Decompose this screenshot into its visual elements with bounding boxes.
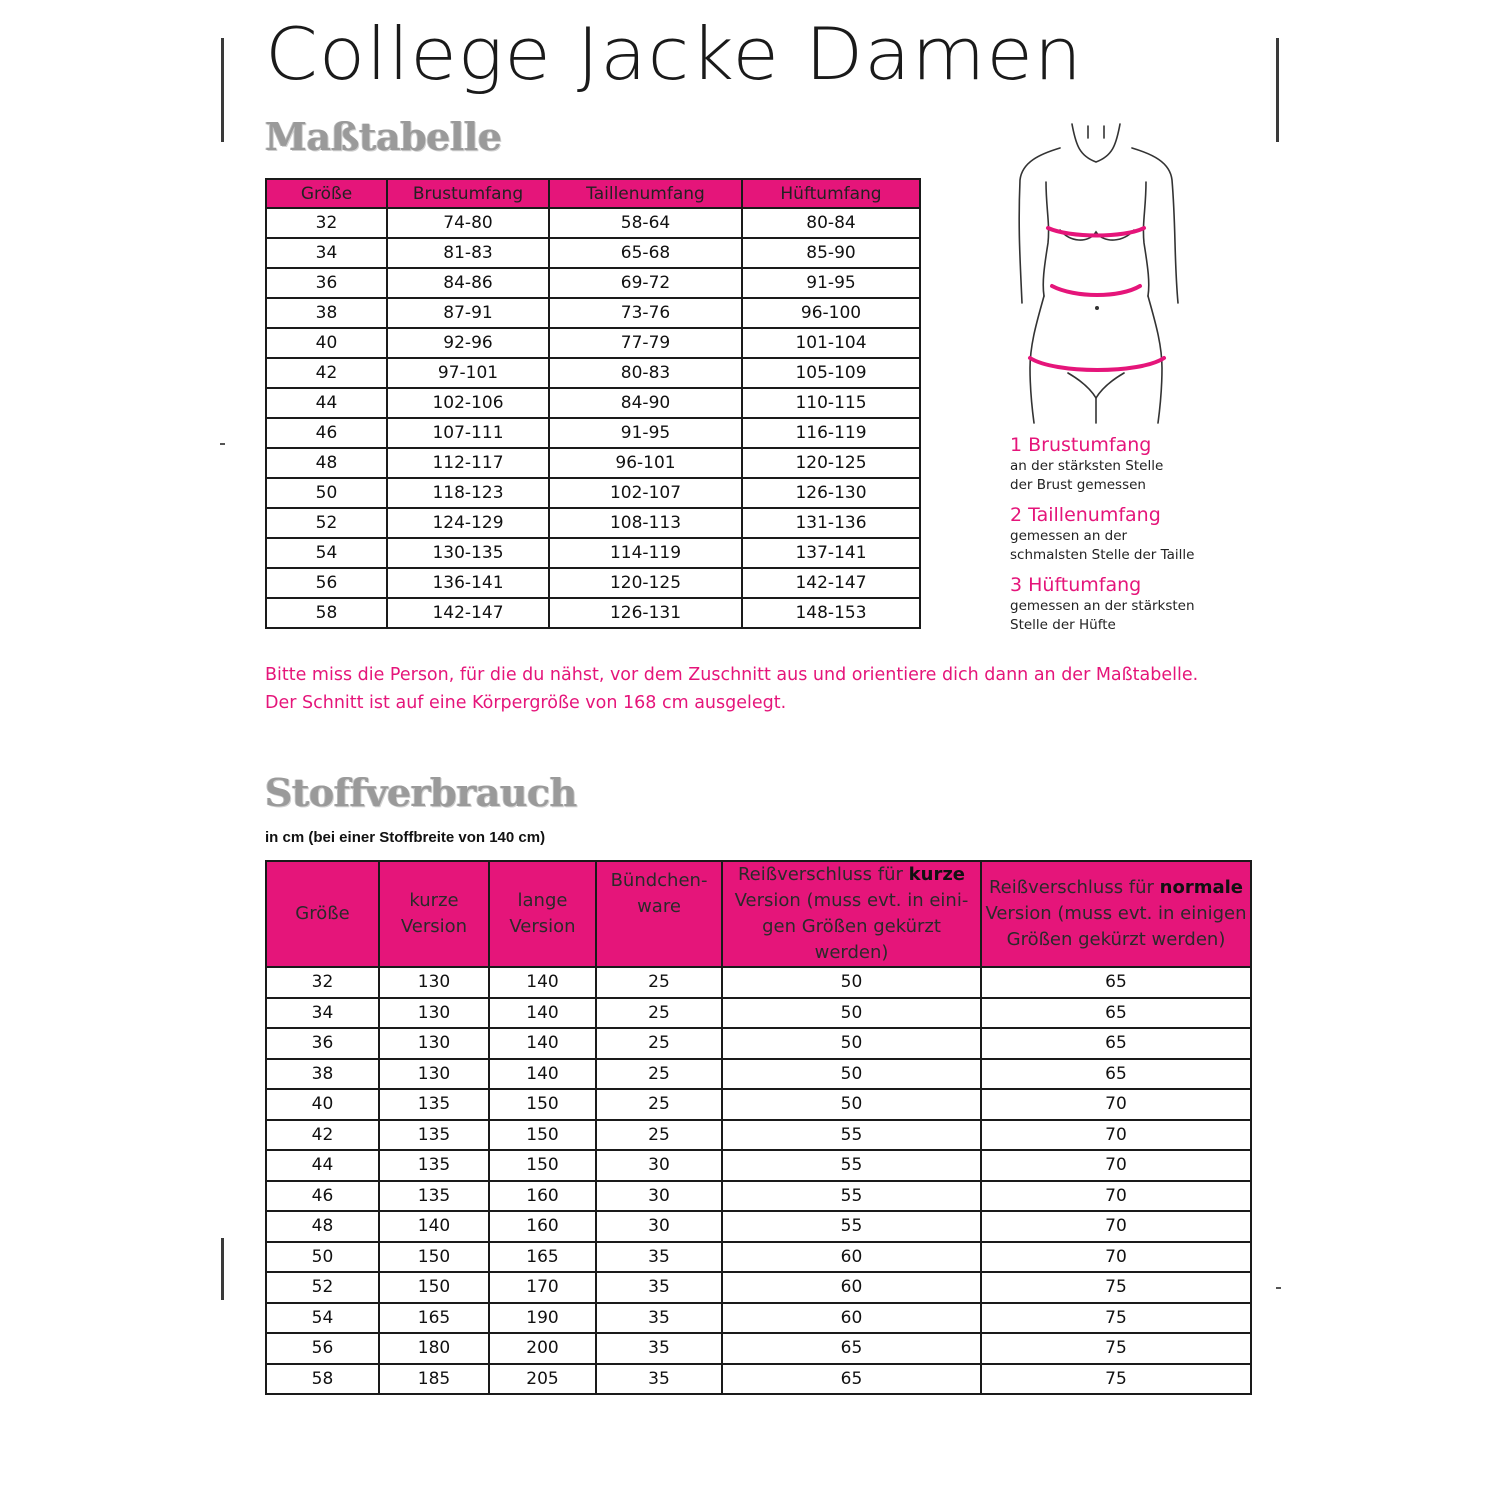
waist-line [1052, 286, 1140, 295]
table-cell: 50 [266, 1242, 379, 1273]
table-cell: 58 [266, 598, 387, 628]
table-cell: 101-104 [742, 328, 920, 358]
table-cell: 50 [722, 1059, 981, 1090]
table-cell: 150 [489, 1150, 596, 1181]
table-row [266, 1089, 1251, 1120]
table-cell: 142-147 [742, 568, 920, 598]
table-row [266, 328, 920, 358]
table-cell: 130 [379, 1059, 489, 1090]
column-header-zipper-short [722, 861, 981, 967]
table-cell: 70 [981, 1089, 1251, 1120]
table-cell: 150 [489, 1120, 596, 1151]
table-cell: 40 [266, 328, 387, 358]
table-row [266, 1303, 1251, 1334]
left-edge-mark-top [221, 38, 224, 142]
table-cell: 48 [266, 448, 387, 478]
table-cell: 160 [489, 1211, 596, 1242]
header-text: Version (muss evt. in eini- [734, 890, 969, 911]
table-cell: 48 [266, 1211, 379, 1242]
table-cell: 131-136 [742, 508, 920, 538]
masstabelle-heading: Maßtabelle [265, 114, 502, 159]
legend-waist-title: 2 Taillenumfang [1010, 504, 1161, 526]
left-edge-tick [220, 443, 225, 445]
table-cell: 135 [379, 1120, 489, 1151]
table-cell: 70 [981, 1150, 1251, 1181]
table-cell: 30 [596, 1181, 722, 1212]
column-header-waist: Taillenumfang [549, 179, 742, 208]
table-cell: 52 [266, 508, 387, 538]
table-cell: 200 [489, 1333, 596, 1364]
table-cell: 84-86 [387, 268, 549, 298]
table-row [266, 238, 920, 268]
table-cell: 55 [722, 1181, 981, 1212]
hip-line [1030, 358, 1164, 370]
table-row [266, 358, 920, 388]
table-cell: 205 [489, 1364, 596, 1395]
table-cell: 160 [489, 1181, 596, 1212]
column-header-size: Größe [266, 179, 387, 208]
table-cell: 110-115 [742, 388, 920, 418]
table-cell: 70 [981, 1242, 1251, 1273]
column-header-cuff-fabric [596, 861, 722, 967]
table-cell: 65 [981, 1028, 1251, 1059]
table-cell: 55 [722, 1120, 981, 1151]
table-row [266, 508, 920, 538]
header-text: ware [637, 896, 681, 917]
table-cell: 108-113 [549, 508, 742, 538]
table-row [266, 1059, 1251, 1090]
table-cell: 38 [266, 1059, 379, 1090]
table-cell: 96-101 [549, 448, 742, 478]
table-row [266, 1028, 1251, 1059]
table-cell: 50 [722, 998, 981, 1029]
table-cell: 112-117 [387, 448, 549, 478]
table-cell: 25 [596, 967, 722, 998]
table-row [266, 268, 920, 298]
table-row [266, 1120, 1251, 1151]
table-cell: 56 [266, 1333, 379, 1364]
table-row [266, 1211, 1251, 1242]
table-cell: 60 [722, 1303, 981, 1334]
header-text: Version [400, 916, 468, 937]
header-text: Größe [295, 903, 350, 924]
table-cell: 77-79 [549, 328, 742, 358]
table-cell: 120-125 [742, 448, 920, 478]
header-text: Bündchen- [610, 870, 708, 891]
legend-hip-desc-1: gemessen an der stärksten [1010, 598, 1195, 614]
legend-hip-title: 3 Hüftumfang [1010, 574, 1142, 596]
table-cell: 58 [266, 1364, 379, 1395]
column-header-hip: Hüftumfang [742, 179, 920, 208]
table-cell: 140 [489, 967, 596, 998]
table-cell: 190 [489, 1303, 596, 1334]
table-row [266, 1272, 1251, 1303]
header-text: Version (muss evt. in einigen [985, 903, 1247, 924]
table-cell: 35 [596, 1303, 722, 1334]
fabric-consumption-table [265, 860, 1252, 1395]
table-cell: 65 [722, 1333, 981, 1364]
table-cell: 34 [266, 238, 387, 268]
table-cell: 150 [379, 1242, 489, 1273]
table-cell: 150 [489, 1089, 596, 1120]
table-cell: 126-131 [549, 598, 742, 628]
table-cell: 30 [596, 1211, 722, 1242]
table-cell: 130-135 [387, 538, 549, 568]
table-cell: 38 [266, 298, 387, 328]
table-cell: 91-95 [742, 268, 920, 298]
table-cell: 130 [379, 998, 489, 1029]
table-cell: 35 [596, 1242, 722, 1273]
column-header-bust: Brustumfang [387, 179, 549, 208]
stoffverbrauch-heading: Stoffverbrauch [265, 770, 577, 815]
table-cell: 142-147 [387, 598, 549, 628]
table-cell: 97-101 [387, 358, 549, 388]
table-cell: 150 [379, 1272, 489, 1303]
column-header-short-version [379, 861, 489, 967]
table-cell: 60 [722, 1242, 981, 1273]
table-row [266, 598, 920, 628]
table-row [266, 998, 1251, 1029]
table-cell: 75 [981, 1364, 1251, 1395]
table-row [266, 208, 920, 238]
table-cell: 116-119 [742, 418, 920, 448]
table-cell: 80-84 [742, 208, 920, 238]
table-cell: 87-91 [387, 298, 549, 328]
header-line [982, 875, 1250, 901]
size-chart-table [265, 178, 921, 629]
table-cell: 54 [266, 1303, 379, 1334]
table-row [266, 967, 1251, 998]
table-cell: 114-119 [549, 538, 742, 568]
table-cell: 180 [379, 1333, 489, 1364]
table-cell: 35 [596, 1272, 722, 1303]
table-cell: 120-125 [549, 568, 742, 598]
table-cell: 44 [266, 1150, 379, 1181]
table-cell: 65 [981, 998, 1251, 1029]
table-cell: 85-90 [742, 238, 920, 268]
table-cell: 50 [722, 1028, 981, 1059]
table-cell: 140 [379, 1211, 489, 1242]
table-cell: 50 [266, 478, 387, 508]
table-cell: 25 [596, 1089, 722, 1120]
table-row [266, 418, 920, 448]
table-cell: 107-111 [387, 418, 549, 448]
table-row [266, 1150, 1251, 1181]
table-cell: 126-130 [742, 478, 920, 508]
right-edge-tick [1276, 1287, 1281, 1289]
table-cell: 75 [981, 1303, 1251, 1334]
table-cell: 74-80 [387, 208, 549, 238]
table-cell: 118-123 [387, 478, 549, 508]
table-row [266, 478, 920, 508]
table-row [266, 1364, 1251, 1395]
table-cell: 80-83 [549, 358, 742, 388]
table-cell: 54 [266, 538, 387, 568]
measurement-note [265, 661, 1265, 717]
legend-waist-desc-2: schmalsten Stelle der Taille [1010, 547, 1195, 563]
header-text: Version [509, 916, 576, 937]
table-cell: 52 [266, 1272, 379, 1303]
table-cell: 75 [981, 1333, 1251, 1364]
column-header-zipper-normal [981, 861, 1251, 967]
header-text: Reißverschluss für [737, 864, 903, 885]
table-cell: 130 [379, 1028, 489, 1059]
table-cell: 70 [981, 1120, 1251, 1151]
table-cell: 55 [722, 1211, 981, 1242]
table-cell: 36 [266, 1028, 379, 1059]
table-cell: 135 [379, 1150, 489, 1181]
table-cell: 185 [379, 1364, 489, 1395]
table-cell: 135 [379, 1089, 489, 1120]
table-cell: 75 [981, 1272, 1251, 1303]
header-text: kurze [409, 890, 459, 911]
table-cell: 148-153 [742, 598, 920, 628]
legend-hip-desc-2: Stelle der Hüfte [1010, 617, 1116, 633]
table-cell: 140 [489, 1028, 596, 1059]
table-cell: 56 [266, 568, 387, 598]
table-cell: 35 [596, 1364, 722, 1395]
header-bold-text: normale [1159, 877, 1244, 898]
table-cell: 35 [596, 1333, 722, 1364]
table-cell: 91-95 [549, 418, 742, 448]
table-cell: 130 [379, 967, 489, 998]
header-text: gen Größen gekürzt werden) [762, 916, 941, 963]
table-cell: 81-83 [387, 238, 549, 268]
table-cell: 102-106 [387, 388, 549, 418]
table-cell: 70 [981, 1181, 1251, 1212]
table-cell: 124-129 [387, 508, 549, 538]
note-line-1: Bitte miss die Person, für die du nähst, vor dem Zuschnitt aus und orientiere dich dann an der Maßtabelle. [265, 665, 1199, 685]
header-line [723, 862, 980, 888]
column-header-long-version [489, 861, 596, 967]
table-row [266, 1242, 1251, 1273]
header-bold-text: kurze [908, 864, 966, 885]
table-cell: 50 [722, 967, 981, 998]
left-edge-mark-bottom [221, 1238, 224, 1300]
table-cell: 46 [266, 1181, 379, 1212]
table-cell: 40 [266, 1089, 379, 1120]
legend-waist-desc-1: gemessen an der [1010, 528, 1128, 544]
table-cell: 58-64 [549, 208, 742, 238]
navel-dot [1095, 306, 1099, 310]
table-cell: 42 [266, 1120, 379, 1151]
table-cell: 73-76 [549, 298, 742, 328]
table-cell: 55 [722, 1150, 981, 1181]
table-cell: 46 [266, 418, 387, 448]
table-row [266, 1181, 1251, 1212]
right-edge-mark-top [1276, 38, 1279, 142]
table-cell: 84-90 [549, 388, 742, 418]
column-header-size [266, 861, 379, 967]
legend-bust-desc-2: der Brust gemessen [1010, 477, 1146, 493]
legend-bust-desc-1: an der stärksten Stelle [1010, 458, 1164, 474]
table-cell: 25 [596, 1028, 722, 1059]
table-header-row [266, 179, 920, 208]
table-cell: 135 [379, 1181, 489, 1212]
table-cell: 34 [266, 998, 379, 1029]
table-cell: 36 [266, 268, 387, 298]
table-row [266, 538, 920, 568]
table-cell: 30 [596, 1150, 722, 1181]
table-header-row [266, 861, 1251, 967]
table-cell: 70 [981, 1211, 1251, 1242]
table-cell: 165 [379, 1303, 489, 1334]
table-cell: 140 [489, 998, 596, 1029]
header-text: Größen gekürzt werden) [1006, 929, 1226, 950]
table-row [266, 568, 920, 598]
table-cell: 96-100 [742, 298, 920, 328]
table-cell: 65 [981, 967, 1251, 998]
table-cell: 44 [266, 388, 387, 418]
stoffverbrauch-subtitle: in cm (bei einer Stoffbreite von 140 cm) [265, 829, 546, 846]
table-row [266, 388, 920, 418]
body-measurement-figure-icon [1000, 118, 1200, 438]
table-cell: 165 [489, 1242, 596, 1273]
header-text: lange [517, 890, 568, 911]
table-cell: 60 [722, 1272, 981, 1303]
table-cell: 137-141 [742, 538, 920, 568]
table-cell: 92-96 [387, 328, 549, 358]
table-cell: 25 [596, 1059, 722, 1090]
table-row [266, 448, 920, 478]
table-cell: 32 [266, 967, 379, 998]
table-cell: 42 [266, 358, 387, 388]
table-row [266, 298, 920, 328]
header-text: Reißverschluss für [988, 877, 1154, 898]
table-cell: 25 [596, 1120, 722, 1151]
table-cell: 170 [489, 1272, 596, 1303]
table-cell: 105-109 [742, 358, 920, 388]
table-cell: 65 [981, 1059, 1251, 1090]
legend-bust-title: 1 Brustumfang [1010, 434, 1152, 456]
table-cell: 140 [489, 1059, 596, 1090]
table-cell: 136-141 [387, 568, 549, 598]
table-cell: 25 [596, 998, 722, 1029]
table-cell: 32 [266, 208, 387, 238]
table-cell: 65-68 [549, 238, 742, 268]
table-cell: 50 [722, 1089, 981, 1120]
page-title: College Jacke Damen [265, 12, 1083, 96]
table-cell: 102-107 [549, 478, 742, 508]
table-cell: 69-72 [549, 268, 742, 298]
table-row [266, 1333, 1251, 1364]
note-line-2: Der Schnitt ist auf eine Körpergröße von 168 cm ausgelegt. [265, 693, 787, 713]
table-cell: 65 [722, 1364, 981, 1395]
